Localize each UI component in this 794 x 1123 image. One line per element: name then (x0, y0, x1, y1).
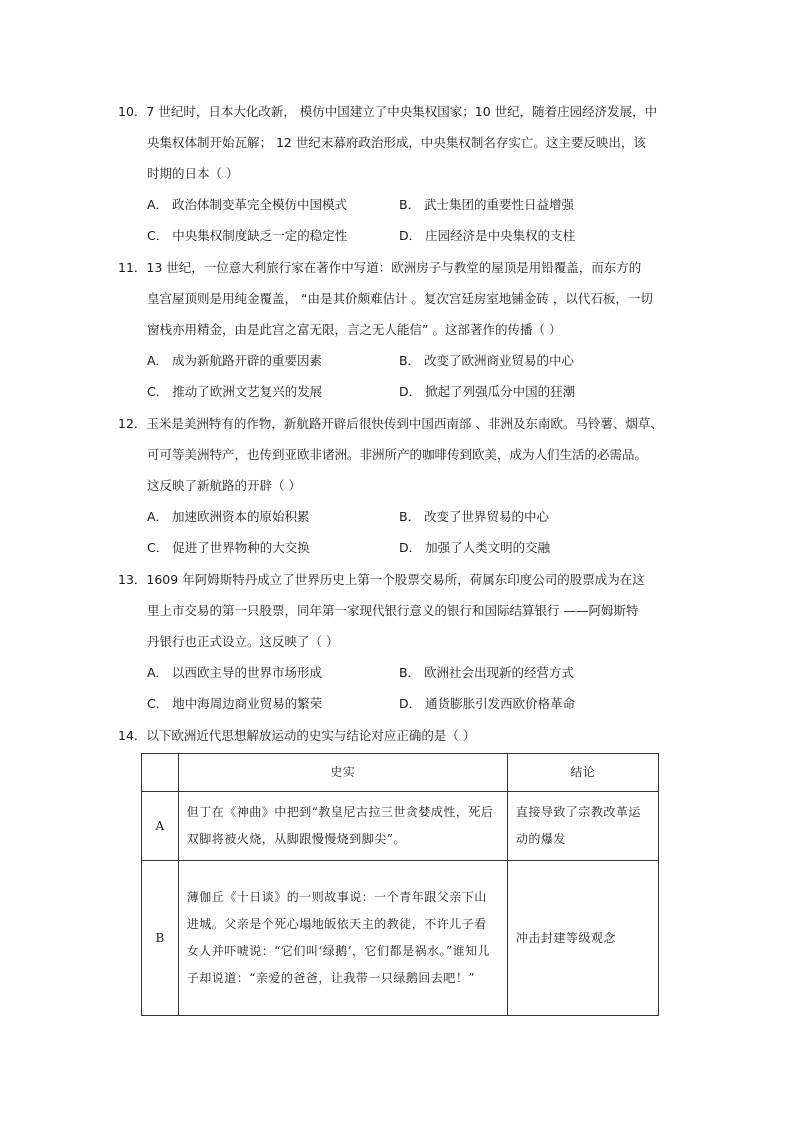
option-d[interactable]: D． 庄园经济是中央集权的支柱 (399, 228, 576, 243)
question-text-line: 里上市交易的第一只股票，同年第一家现代银行意义的银行和国际结算银行 ——阿姆斯特 (147, 603, 639, 618)
row-conclusion: 直接导致了宗教改革运动的爆发 (507, 792, 658, 861)
option-a[interactable]: A． 以西欧主导的世界市场形成 (147, 665, 323, 680)
option-c[interactable]: C． 中央集权制度缺乏一定的稳定性 (147, 228, 348, 243)
option-a[interactable]: A． 成为新航路开辟的重要因素 (147, 353, 323, 368)
options-row (118, 189, 678, 220)
question-text-line: 13．1609 年阿姆斯特丹成立了世界历史上第一个股票交易所，荷属东印度公司的股票成为在这 (118, 572, 645, 587)
table-header-conclusion: 结论 (507, 754, 658, 792)
question-text-line: 丹银行也正式设立。这反映了（ ） (147, 634, 339, 649)
question-text-line: 12．玉米是美洲特有的作物，新航路开辟后很快传到中国西南部 、非洲及东南欧。马铃薯、烟草、 (118, 416, 663, 431)
row-label[interactable]: A (142, 792, 179, 861)
option-c[interactable]: C． 地中海周边商业贸易的繁荣 (147, 696, 323, 711)
question-11 (118, 252, 678, 407)
table-row (142, 792, 659, 861)
question-text-line: 窗栈亦用精金，由是此宫之富无限，言之无人能信” 。这部著作的传播（ ） (147, 322, 562, 337)
option-b[interactable]: B． 武士集团的重要性日益增强 (399, 197, 575, 212)
option-c[interactable]: C． 促进了世界物种的大交换 (147, 540, 310, 555)
option-b[interactable]: B． 改变了欧洲商业贸易的中心 (399, 353, 575, 368)
options-row (118, 376, 678, 407)
question-10 (118, 96, 678, 251)
options-row (118, 220, 678, 251)
question-text-line: 可可等美洲特产，也传到亚欧非诸洲。非洲所产的咖啡传到欧美，成为人们生活的必需品。 (147, 447, 648, 462)
question-text-line: 央集权体制开始瓦解； 12 世纪末幕府政治形成，中央集权制名存实亡。这主要反映出，该 (147, 135, 646, 150)
option-c[interactable]: C． 推动了欧洲文艺复兴的发展 (147, 384, 323, 399)
question-13 (118, 564, 678, 719)
table-header-blank (142, 754, 179, 792)
option-b[interactable]: B． 改变了世界贸易的中心 (399, 509, 550, 524)
question-text-line: 皇宫屋顶则是用纯金覆盖， “由是其价颇难估计 。复次宫廷房室地铺金砖 ，以代石板，一切 (147, 291, 653, 306)
question-text-line: 11．13 世纪，一位意大利旅行家在著作中写道：欧洲房子与教堂的屋顶是用铅覆盖，而东方的 (118, 260, 642, 275)
options-row (118, 688, 678, 719)
option-a[interactable]: A． 加速欧洲资本的原始积累 (147, 509, 310, 524)
options-row (118, 501, 678, 532)
history-table (141, 753, 659, 1016)
question-12 (118, 408, 678, 563)
row-label[interactable]: B (142, 861, 179, 1016)
options-row (118, 657, 678, 688)
question-text-line: 10．7 世纪时，日本大化改新， 模仿中国建立了中央集权国家；10 世纪，随着庄园经济发展，中 (118, 104, 658, 119)
question-14 (118, 720, 678, 751)
option-d[interactable]: D． 加强了人类文明的交融 (399, 540, 551, 555)
question-text-line: 14．以下欧洲近代思想解放运动的史实与结论对应正确的是（ ） (118, 728, 476, 743)
option-b[interactable]: B． 欧洲社会出现新的经营方式 (399, 665, 575, 680)
question-text-line: 时期的日本（ ） (147, 166, 239, 181)
row-fact: 薄伽丘《十日谈》的一则故事说：一个青年跟父亲下山进城。父亲是个死心塌地皈依天主的教徒，不许儿子看女人并吓唬说：“它们叫‘绿鹅’，它们都是祸水。”谁知儿子却说道：“亲爱的爸爸，让我带一只绿鹅回去吧！” (178, 861, 507, 1016)
option-d[interactable]: D． 通货膨胀引发西欧价格革命 (399, 696, 576, 711)
options-row (118, 532, 678, 563)
row-conclusion: 冲击封建等级观念 (507, 861, 658, 1016)
table-header-fact: 史实 (178, 754, 507, 792)
question-text-line: 这反映了新航路的开辟（ ） (147, 478, 301, 493)
options-row (118, 345, 678, 376)
table-row (142, 861, 659, 1016)
row-fact: 但丁在《神曲》中把到“教皇尼古拉三世贪婪成性，死后双脚将被火烧，从脚跟慢慢烧到脚尖”。 (178, 792, 507, 861)
option-d[interactable]: D． 掀起了列强瓜分中国的狂潮 (399, 384, 576, 399)
option-a[interactable]: A． 政治体制变革完全模仿中国模式 (147, 197, 348, 212)
table-header-row (142, 754, 659, 792)
